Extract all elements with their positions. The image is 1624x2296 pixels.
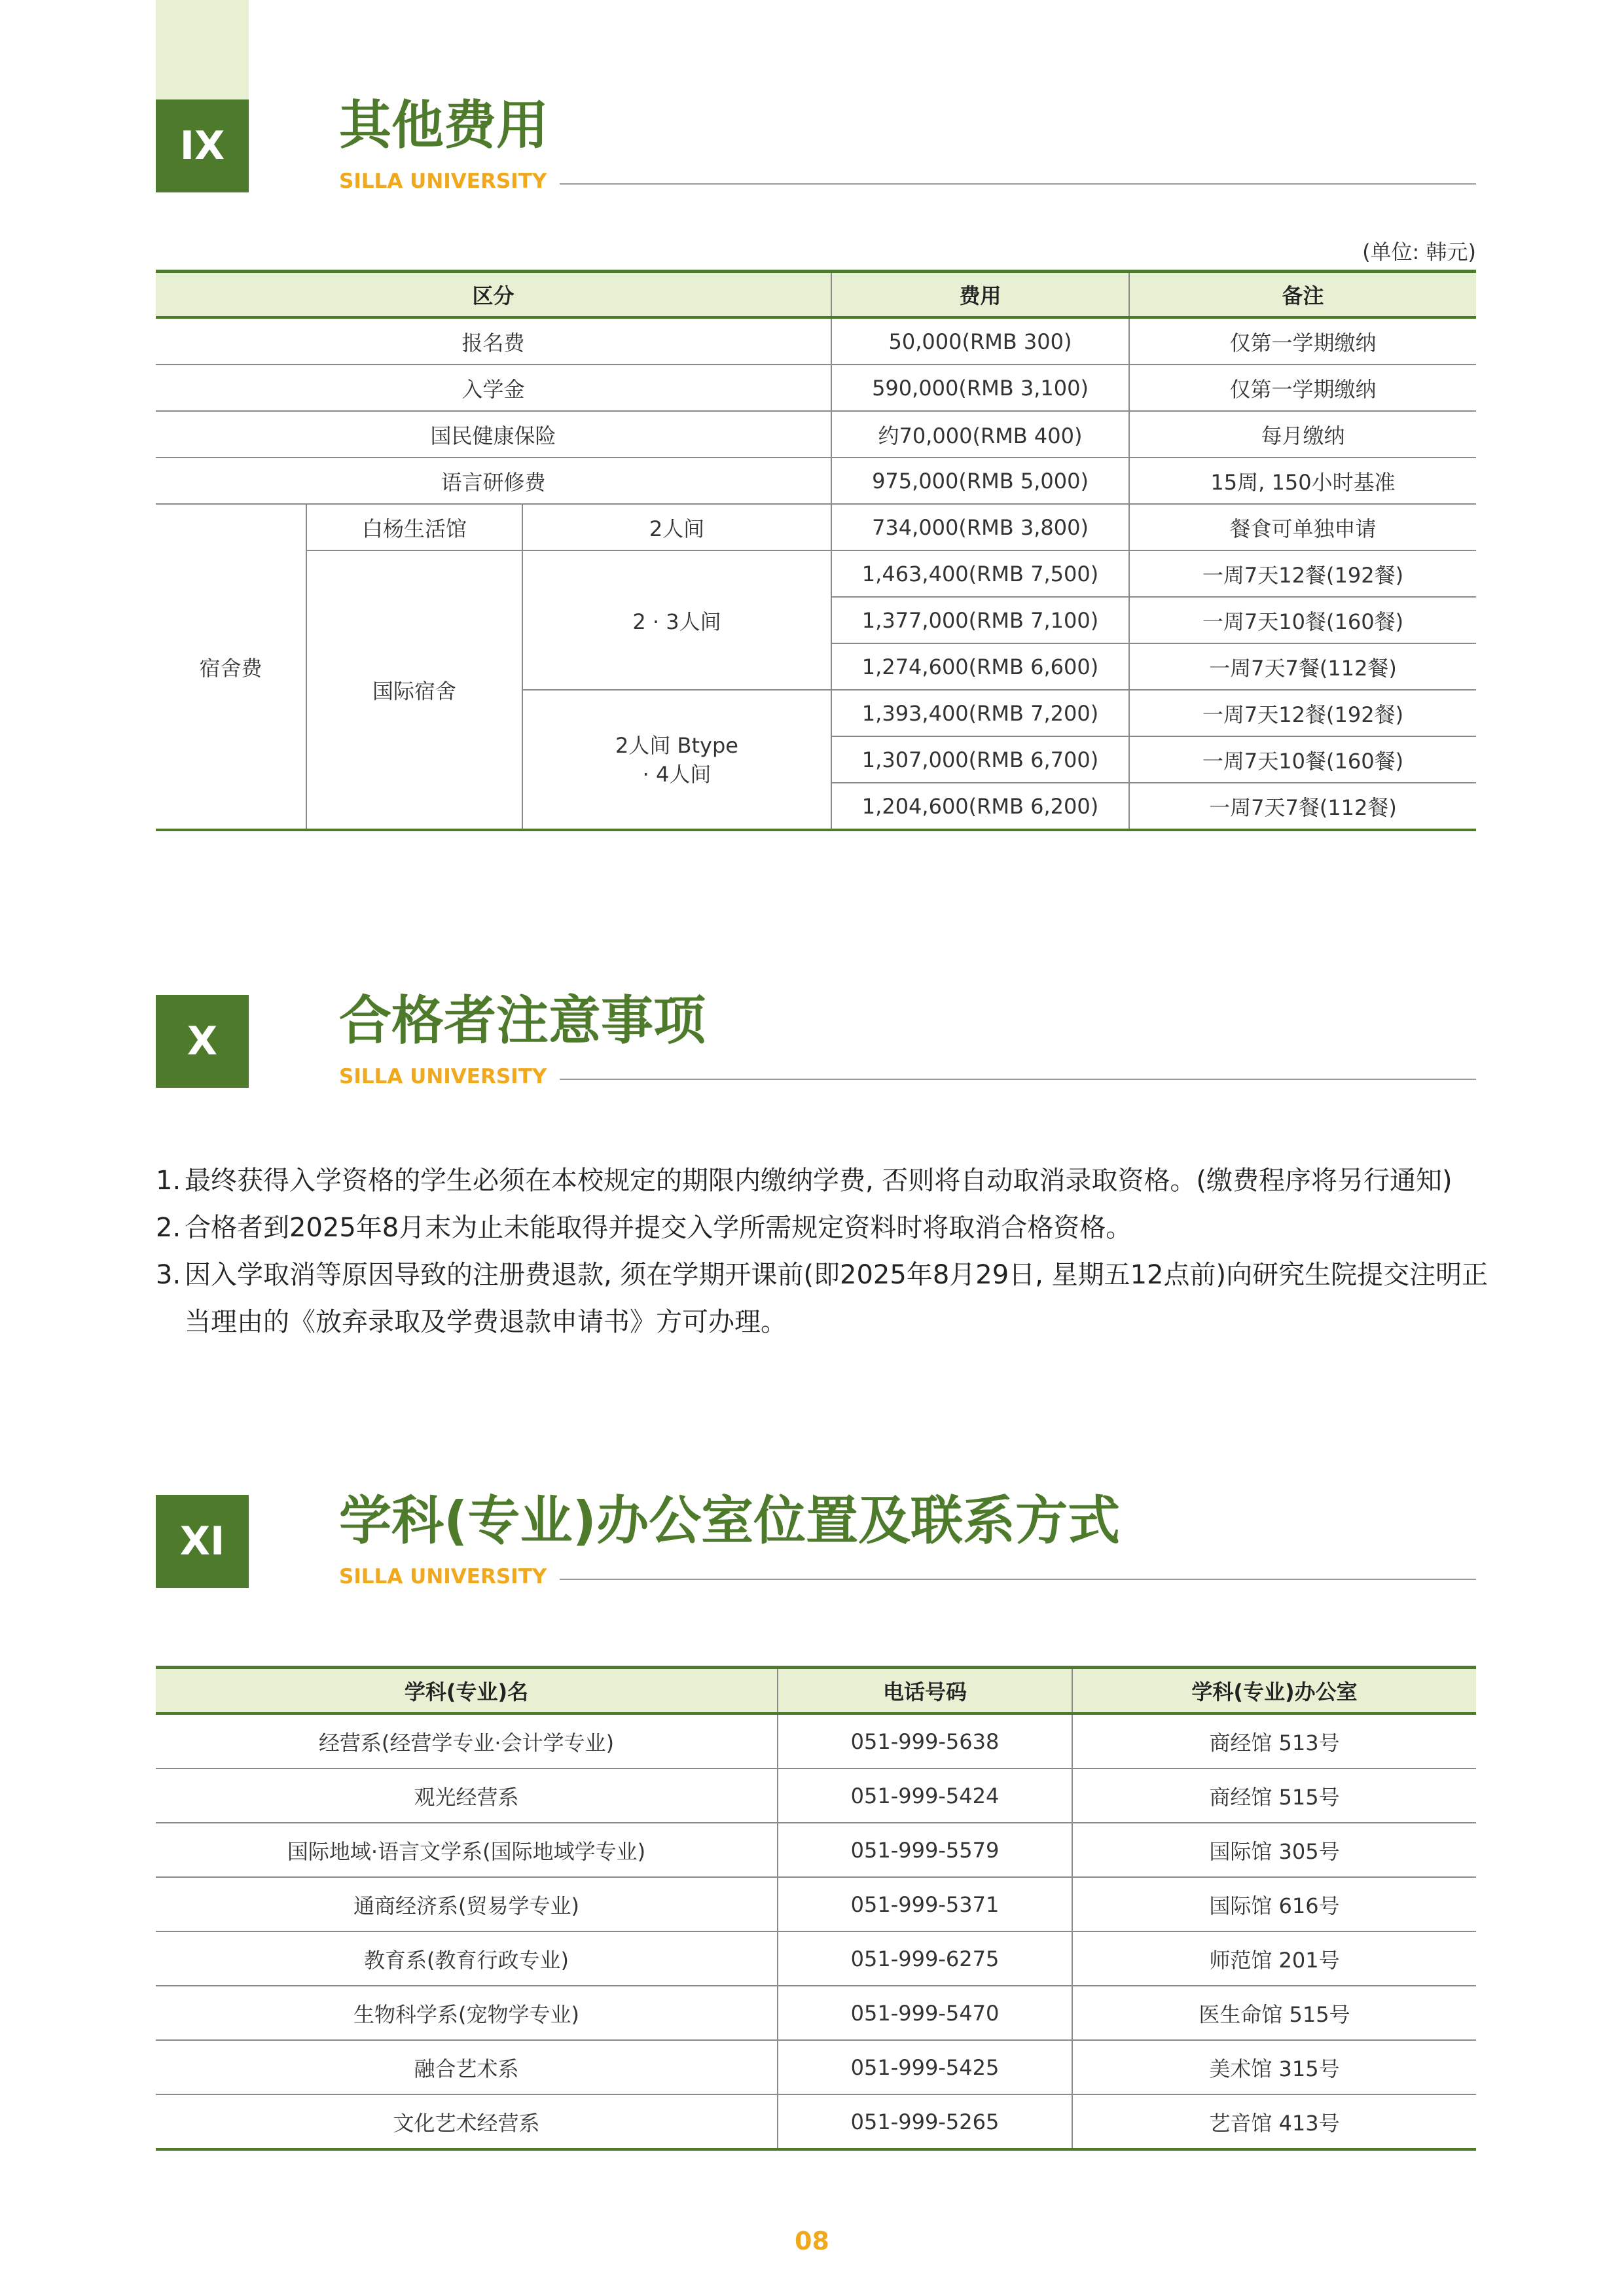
page-number: 08 [795, 2227, 829, 2255]
major-name: 生物科学系(宠物学专业) [156, 1986, 778, 2040]
office-location: 商经馆 513号 [1072, 1713, 1476, 1768]
fee-cost: 50,000(RMB 300) [831, 317, 1129, 365]
table-row [156, 1713, 1476, 1768]
section-title-other-fees: 其他费用 [339, 95, 549, 156]
section-subtitle: SILLA UNIVERSITY [339, 1065, 547, 1088]
dorm-room-type: 2 · 3人间 [522, 550, 831, 690]
fee-note: 15周, 150小时基准 [1129, 457, 1476, 504]
major-name: 教育系(教育行政专业) [156, 1931, 778, 1986]
fee-cost: 590,000(RMB 3,100) [831, 365, 1129, 411]
phone-number: 051-999-5424 [778, 1768, 1072, 1823]
fee-note: 一周7天12餐(192餐) [1129, 550, 1476, 597]
list-item-number: 3. [156, 1260, 181, 1290]
contacts-header-row [156, 1668, 1476, 1714]
fee-note: 一周7天10餐(160餐) [1129, 597, 1476, 643]
office-location: 艺音馆 413号 [1072, 2094, 1476, 2149]
contacts-table [156, 1666, 1476, 2151]
phone-number: 051-999-6275 [778, 1931, 1072, 1986]
fee-cost: 1,204,600(RMB 6,200) [831, 783, 1129, 830]
section-title-office-contacts: 学科(专业)办公室位置及联系方式 [339, 1490, 1121, 1551]
fee-note: 一周7天7餐(112餐) [1129, 783, 1476, 830]
table-row [156, 1986, 1476, 2040]
fee-cost: 1,393,400(RMB 7,200) [831, 690, 1129, 736]
dorm-baiyang-room: 2人间 [522, 504, 831, 550]
section-badge-ix: IX [156, 99, 249, 192]
table-row [156, 2094, 1476, 2149]
section-badge-xi: XI [156, 1495, 249, 1588]
fee-note: 仅第一学期缴纳 [1129, 365, 1476, 411]
major-name: 通商经济系(贸易学专业) [156, 1877, 778, 1931]
list-item-text: 合格者到2025年8月末为止未能取得并提交入学所需规定资料时将取消合格资格。 [185, 1213, 1132, 1243]
fee-note: 一周7天7餐(112餐) [1129, 643, 1476, 690]
fee-cost: 975,000(RMB 5,000) [831, 457, 1129, 504]
table-row [156, 365, 1476, 411]
list-item [156, 1204, 1491, 1251]
fee-note: 仅第一学期缴纳 [1129, 317, 1476, 365]
fee-cost: 1,307,000(RMB 6,700) [831, 736, 1129, 783]
table-row [156, 2040, 1476, 2094]
phone-number: 051-999-5371 [778, 1877, 1072, 1931]
table-row [156, 1877, 1476, 1931]
header-major: 学科(专业)名 [156, 1668, 778, 1714]
unit-note: (单位: 韩元) [1362, 240, 1476, 264]
fee-note: 一周7天10餐(160餐) [1129, 736, 1476, 783]
table-row [156, 411, 1476, 457]
list-item [156, 1157, 1491, 1204]
table-row [156, 504, 1476, 550]
office-location: 商经馆 515号 [1072, 1768, 1476, 1823]
section-subtitle: SILLA UNIVERSITY [339, 1565, 547, 1588]
fee-item: 语言研修费 [156, 457, 831, 504]
office-location: 美术馆 315号 [1072, 2040, 1476, 2094]
fee-cost: 734,000(RMB 3,800) [831, 504, 1129, 550]
fee-item: 国民健康保险 [156, 411, 831, 457]
office-location: 国际馆 616号 [1072, 1877, 1476, 1931]
section-title-admission-notes: 合格者注意事项 [339, 990, 706, 1051]
section-subtitle: SILLA UNIVERSITY [339, 170, 547, 193]
header-cost: 费用 [831, 272, 1129, 318]
fee-note: 一周7天12餐(192餐) [1129, 690, 1476, 736]
list-item [156, 1251, 1491, 1346]
list-item-number: 1. [156, 1166, 181, 1196]
fee-cost: 1,274,600(RMB 6,600) [831, 643, 1129, 690]
fee-item: 入学金 [156, 365, 831, 411]
table-row [156, 457, 1476, 504]
fee-cost: 1,463,400(RMB 7,500) [831, 550, 1129, 597]
dorm-baiyang-name: 白杨生活馆 [306, 504, 522, 550]
table-row [156, 317, 1476, 365]
list-item-text: 最终获得入学资格的学生必须在本校规定的期限内缴纳学费, 否则将自动取消录取资格。(缴费程序将另行通知) [185, 1166, 1453, 1196]
office-location: 国际馆 305号 [1072, 1823, 1476, 1877]
header-category: 区分 [156, 272, 831, 318]
fee-cost: 约70,000(RMB 400) [831, 411, 1129, 457]
admission-notes-list [156, 1157, 1491, 1346]
top-decoration-tab [156, 0, 249, 105]
phone-number: 051-999-5470 [778, 1986, 1072, 2040]
dorm-intl-name: 国际宿舍 [306, 550, 522, 830]
section-divider [560, 1579, 1476, 1580]
dorm-room-type-line: · 4人间 [642, 761, 712, 787]
section-badge-x: X [156, 995, 249, 1088]
fee-note: 餐食可单独申请 [1129, 504, 1476, 550]
header-office: 学科(专业)办公室 [1072, 1668, 1476, 1714]
fees-table [156, 270, 1476, 831]
fee-note: 每月缴纳 [1129, 411, 1476, 457]
phone-number: 051-999-5425 [778, 2040, 1072, 2094]
office-location: 师范馆 201号 [1072, 1931, 1476, 1986]
dorm-room-type-line: 2人间 Btype [615, 732, 738, 758]
major-name: 经营系(经营学专业·会计学专业) [156, 1713, 778, 1768]
table-row [156, 1823, 1476, 1877]
major-name: 国际地域·语言文学系(国际地域学专业) [156, 1823, 778, 1877]
office-location: 医生命馆 515号 [1072, 1986, 1476, 2040]
header-phone: 电话号码 [778, 1668, 1072, 1714]
major-name: 文化艺术经营系 [156, 2094, 778, 2149]
phone-number: 051-999-5265 [778, 2094, 1072, 2149]
fees-header-row [156, 272, 1476, 318]
section-divider [560, 183, 1476, 185]
dorm-fee-label: 宿舍费 [156, 504, 306, 830]
dorm-room-type [522, 690, 831, 830]
fee-item: 报名费 [156, 317, 831, 365]
header-note: 备注 [1129, 272, 1476, 318]
section-divider [560, 1079, 1476, 1080]
phone-number: 051-999-5638 [778, 1713, 1072, 1768]
fee-cost: 1,377,000(RMB 7,100) [831, 597, 1129, 643]
table-row [156, 1931, 1476, 1986]
list-item-text: 因入学取消等原因导致的注册费退款, 须在学期开课前(即2025年8月29日, 星期五12点前)向研究生院提交注明正当理由的《放弃录取及学费退款申请书》方可办理。 [185, 1260, 1489, 1337]
table-row [156, 1768, 1476, 1823]
list-item-number: 2. [156, 1213, 181, 1243]
major-name: 融合艺术系 [156, 2040, 778, 2094]
major-name: 观光经营系 [156, 1768, 778, 1823]
phone-number: 051-999-5579 [778, 1823, 1072, 1877]
table-row [156, 550, 1476, 597]
